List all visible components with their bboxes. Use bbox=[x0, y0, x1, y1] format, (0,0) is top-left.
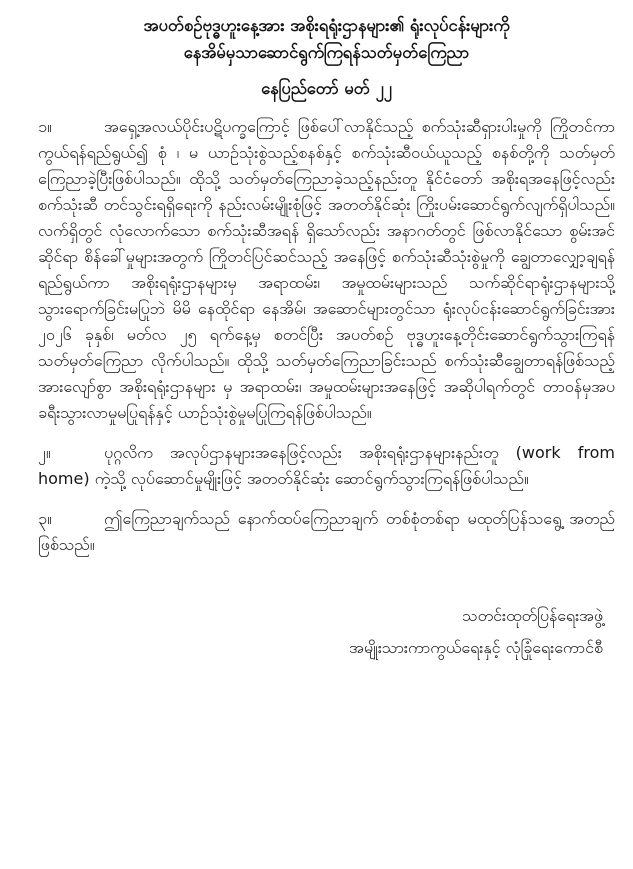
dateline: နေပြည်တော် မတ် ၂၂ bbox=[261, 79, 392, 98]
paragraph-3 bbox=[38, 506, 615, 558]
signature-issuer: သတင်းထုတ်ပြန်ရေးအဖွဲ့ bbox=[462, 606, 603, 625]
paragraph-1 bbox=[38, 114, 615, 426]
paragraph-1-text: အရှေ့အလယ်ပိုင်းပဋိပက္ခကြောင့် ဖြစ်ပေါ်လာနိုင်သည့် စက်သုံးဆီရှားပါးမှုကို ကြိုတင်ကာကွယ်ရန်ရည်ရွယ်၍ စုံ ၊ မ ယာဉ်သုံးစွဲသည့်စနစ်နှင့် စက်သုံးဆီဝယ်ယူသည့် စနစ်တို့ကို သတ်မှတ်ကြေညာခဲ့ပြီးဖြစ်ပါသည်။ ထိုသို့ သတ်မှတ်ကြေညာခဲ့သည့်နည်းတူ နိုင်ငံတော် အစိုးရအနေဖြင့်လည်း စက်သုံးဆီ တင်သွင်းရရှိရေးကို နည်းလမ်းမျိုးစုံဖြင့် အတတ်နိုင်ဆုံး ကြိုးပမ်းဆောင်ရွက်လျက်ရှိပါသည်။ လက်ရှိတွင် လုံလောက်သော စက်သုံးဆီအရန် ရှိသော်လည်း အနာဂတ်တွင် ဖြစ်လာနိုင်သော စွမ်းအင်ဆိုင်ရာ စိန်ခေါ်မှုများအတွက် ကြိုတင်ပြင်ဆင်သည့် အနေဖြင့် စက်သုံးဆီသုံးစွဲမှုကို ချွေတာလျှော့ချရန်ရည်ရွယ်ကာ အစိုးရရုံးဌာနများမှ အရာထမ်း၊ အမှုထမ်းများသည် သက်ဆိုင်ရာရုံးဌာနများသို့ သွားရောက်ခြင်းမပြုဘဲ မိမိ နေထိုင်ရာ နေအိမ်၊ အဆောင်များတွင်သာ ရုံးလုပ်ငန်းဆောင်ရွက်ခြင်းအား ၂၀၂၆ ခုနှစ်၊ မတ်လ ၂၅ ရက်နေ့မှ စတင်ပြီး အပတ်စဉ် ဗုဒ္ဓဟူးနေ့တိုင်းဆောင်ရွက်သွားကြရန် သတ်မှတ်ကြေညာ လိုက်ပါသည်။ ထိုသို့ သတ်မှတ်ကြေညာခြင်းသည် စက်သုံးဆီချွေတာရန်ဖြစ်သည့်အားလျော်စွာ အစိုးရရုံးဌာနများ မှ အရာထမ်း၊ အမှုထမ်းများအနေဖြင့် အဆိုပါရက်တွင် တာဝန်မှအပ ခရီးသွားလာမှုမပြုရန်နှင့် ယာဉ်သုံးစွဲမှုမပြုကြရန်ဖြစ်ပါသည်။ bbox=[38, 117, 615, 422]
paragraph-2-text: ပုဂ္ဂလိက အလုပ်ဌာနများအနေဖြင့်လည်း အစိုးရရုံးဌာနများနည်းတူ (work from home) ကဲ့သို့ လုပ်ဆောင်မှုမျိုးဖြင့် အတတ်နိုင်ဆုံး ဆောင်ရွက်သွားကြရန်ဖြစ်ပါသည်။ bbox=[38, 443, 615, 488]
signature-organization: အမျိုးသားကာကွယ်ရေးနှင့် လုံခြုံရေးကောင်စီ bbox=[349, 638, 603, 657]
signature-block bbox=[38, 600, 615, 664]
paragraph-2-number: ၂။ bbox=[38, 443, 51, 462]
paragraph-2 bbox=[38, 440, 615, 492]
paragraph-3-text: ဤကြေညာချက်သည် နောက်ထပ်ကြေညာချက် တစ်စုံတစ်ရာ မထုတ်ပြန်သရွေ့ အတည်ဖြစ်သည်။ bbox=[38, 509, 615, 554]
document-title bbox=[44, 12, 609, 66]
paragraph-3-number: ၃။ bbox=[38, 509, 52, 528]
document-body bbox=[38, 114, 615, 558]
paragraph-1-number: ၁။ bbox=[38, 117, 52, 136]
document-title-line1: အပတ်စဉ်ဗုဒ္ဓဟူးနေ့အား အစိုးရရုံးဌာနများ၏ ရုံးလုပ်ငန်းများကို bbox=[143, 16, 510, 35]
document-title-line2: နေအိမ်မှသာဆောင်ရွက်ကြရန်သတ်မှတ်ကြေညာ bbox=[183, 43, 470, 62]
